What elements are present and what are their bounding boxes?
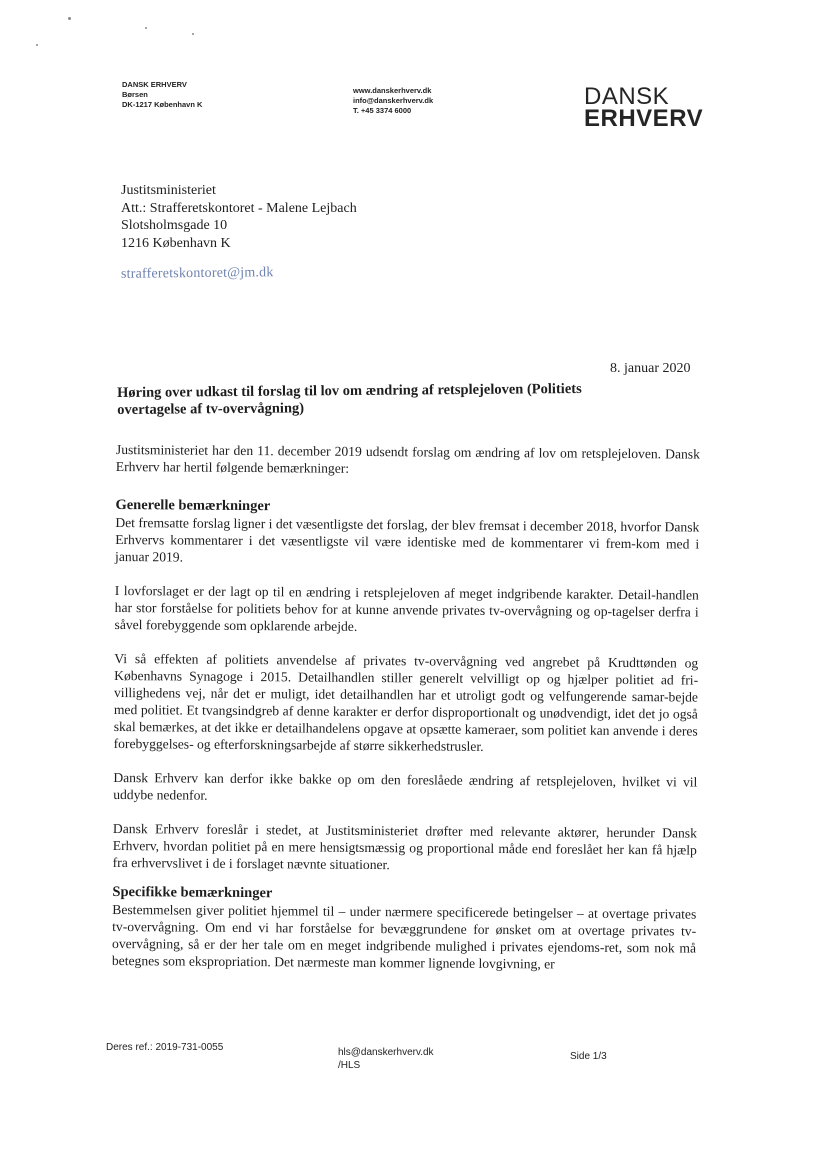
letter-body [112, 441, 700, 974]
sender-city: DK-1217 København K [122, 100, 203, 109]
paragraph-intro: Justitsministeriet har den 11. december 2019 udsendt forslag om ændring af lov om retsplejeloven. Dansk Erhverv har hertil følgende bemærkninger: [115, 441, 700, 476]
paragraph: Dansk Erhverv foreslår i stedet, at Justitsministeriet drøfter med relevante aktører, herunder Dansk Erhverv, hvordan politiet på en mere hensigtsmæssig og proportional måde end foreslået her kan få hjælp fra erhvervslivet i de i forslaget nævnte situationer. [112, 820, 697, 873]
footer-reference: Deres ref.: 2019-731-0055 [106, 1042, 224, 1053]
scan-speck [36, 44, 38, 46]
dansk-erhverv-logo [584, 83, 704, 132]
footer-page-number: Side 1/3 [570, 1051, 607, 1062]
paragraph: Vi så effekten af politiets anvendelse af privates tv-overvågning ved angrebet på Krudttønden og Københavns Synagoge i 2015. Detailhandlen stiller generelt velvilligt op og hjælper politiet ad fri-villighedens vej, når det er muligt, idet detailhandlen har et utroligt godt og velfungerende samar-bejde med politiet. Et tvangsindgreb af denne karakter er derfor disproportionalt og unødvendigt, idet det jo også skal bemærkes, at det ikke er detailhandelens opgave at opsætte kameraer, som politiet kan anvende i deres forebyggelses- og efterforskningsarbejde af større sikkerhedstrusler. [113, 650, 699, 754]
logo-line-1: DANSK [584, 83, 670, 110]
letter-date: 8. januar 2020 [610, 361, 691, 376]
footer-email: hls@danskerhverv.dk [338, 1047, 434, 1058]
sender-building: Børsen [122, 90, 148, 99]
scan-speck [145, 27, 147, 29]
letter-title: Høring over udkast til forslag til lov om ændring af retsplejeloven (Politiets overtagelse af tv-overvågning) [117, 380, 582, 418]
paragraph: Bestemmelsen giver politiet hjemmel til – under nærmere specificerede betingelser – at overtage privates tv-overvågning. Om end vi har forståelse for bevæggrundene for ønsket om at overtage privates tv-overvågning, så er der her tale om en meget indgribende mulighed i privates ejendoms-ret, som nok må betegnes som ekspropriation. Det nærmeste man kommer lignende lovgivning, er [111, 901, 697, 972]
scan-speck [68, 17, 71, 20]
recipient-address [121, 182, 357, 252]
paragraph: Det fremsatte forslag ligner i det væsentligste det forslag, der blev fremsat i december 2018, hvorfor Dansk Erhvervs kommentarer i det væsentligste vil være identiske med de kommentarer vi frem-kom med i januar 2019. [115, 514, 700, 565]
handwritten-email: strafferetskontoret@jm.dk [120, 265, 274, 282]
heading-specific: Specifikke bemærkninger [112, 883, 273, 902]
paragraph: Dansk Erhverv kan derfor ikke bakke op om den foreslåede ændring af retsplejeloven, hvilket vi vil uddybe nedenfor. [113, 769, 698, 803]
contact-phone: T. +45 3374 6000 [353, 106, 412, 115]
contact-web: www.danskerhverv.dk [353, 86, 432, 95]
recipient-line: Att.: Strafferetskontoret - Malene Lejbach [121, 200, 357, 216]
heading-general: Generelle bemærkninger [115, 496, 271, 515]
recipient-line: 1216 København K [121, 235, 231, 251]
paragraph: I lovforslaget er der lagt op til en ændring i retsplejeloven af meget indgribende karakter. Detail-handlen har stor forståelse for politiets behov for at kunne anvende privates tv-overvågning og op-tagelser derfra i såvel forebyggende som opklarende arbejde. [114, 582, 699, 634]
recipient-line: Slotsholmsgade 10 [121, 218, 228, 233]
sender-address [122, 80, 202, 110]
sender-contact [353, 86, 433, 116]
contact-email: info@danskerhverv.dk [353, 96, 434, 105]
sender-name: DANSK ERHVERV [122, 80, 187, 89]
footer-initials: /HLS [338, 1060, 361, 1071]
recipient-line: Justitsministeriet [121, 183, 216, 198]
scan-speck [192, 33, 194, 35]
logo-line-2: ERHVERV [584, 105, 704, 132]
